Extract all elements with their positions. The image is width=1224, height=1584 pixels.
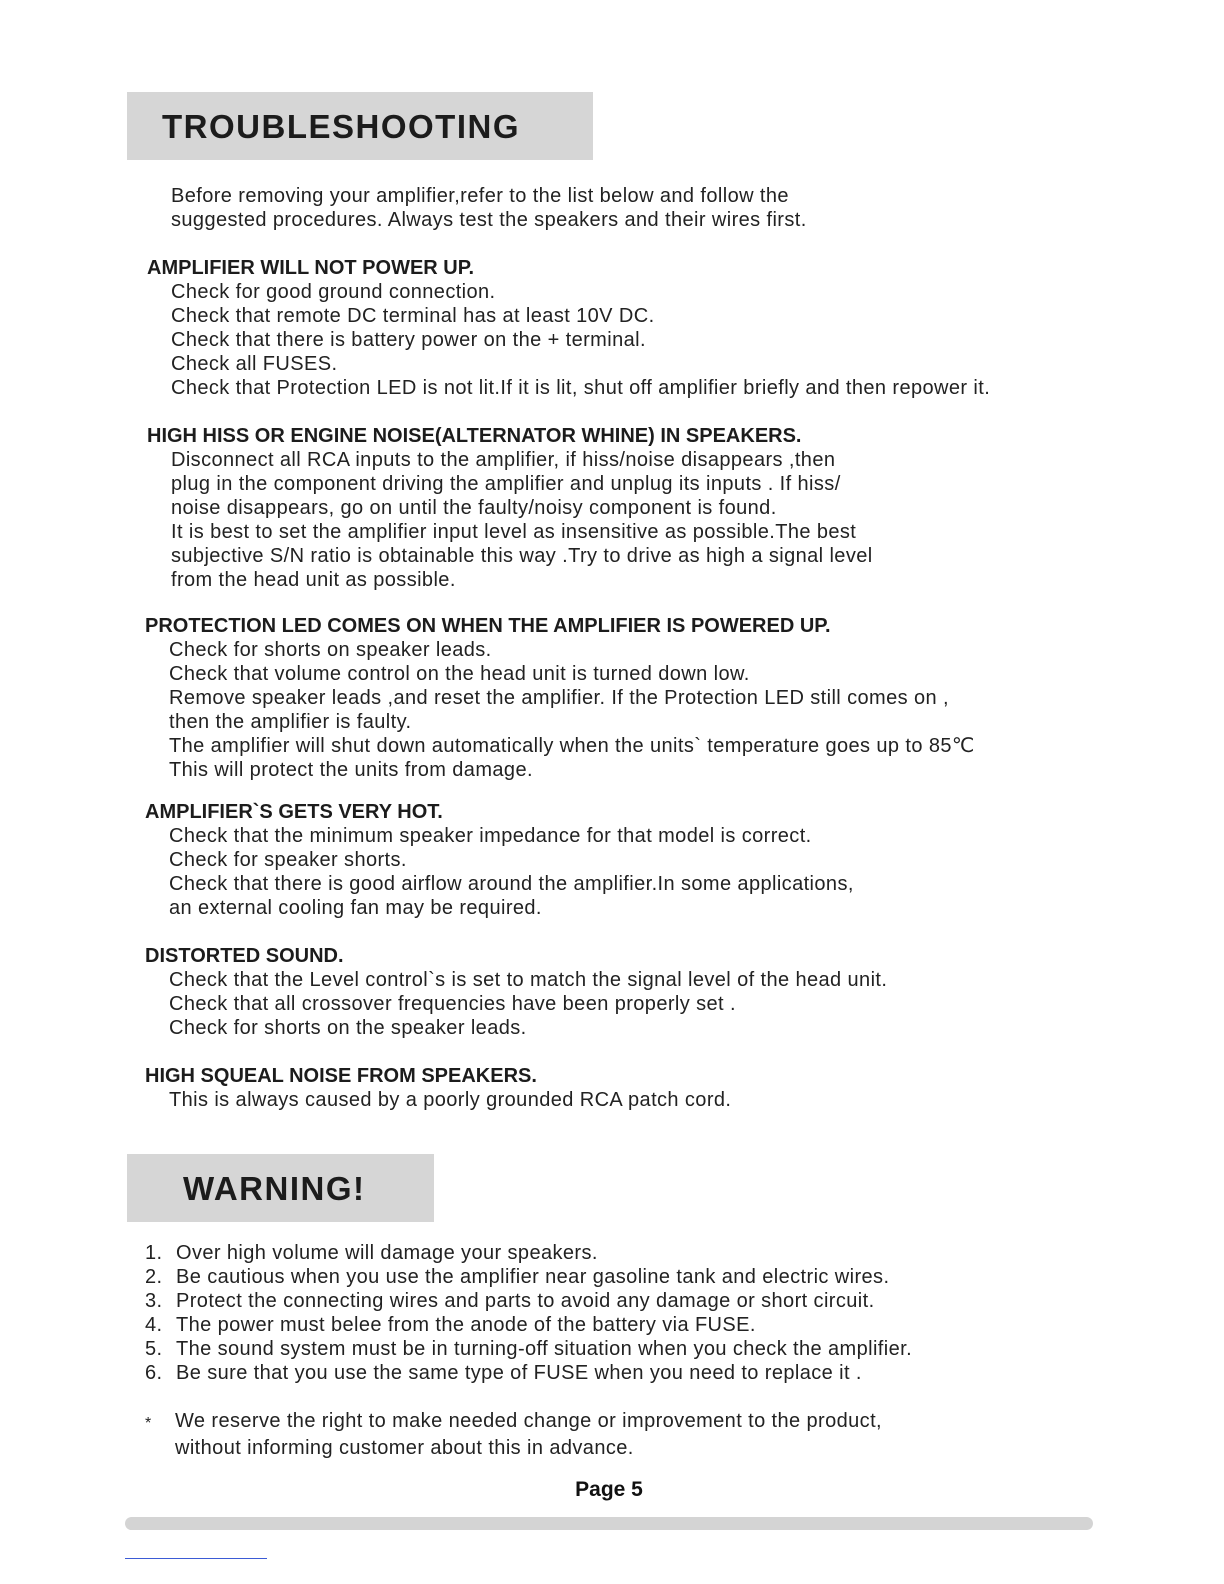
- section-line: Check that the Level control`s is set to match the signal level of the head unit.: [169, 969, 888, 991]
- section-line: Disconnect all RCA inputs to the amplifier, if hiss/noise disappears ,then: [171, 449, 836, 471]
- section-line: Check for speaker shorts.: [169, 849, 407, 871]
- section-heading: PROTECTION LED COMES ON WHEN THE AMPLIFIER IS POWERED UP.: [145, 615, 831, 637]
- troubleshooting-title: TROUBLESHOOTING: [162, 108, 520, 145]
- section-line: Check all FUSES.: [171, 353, 338, 375]
- warning-banner: [127, 1154, 434, 1222]
- disclaimer-note: [145, 1408, 882, 1462]
- intro-line: Before removing your amplifier,refer to the list below and follow the: [171, 185, 789, 207]
- section-heading: AMPLIFIER WILL NOT POWER UP.: [147, 257, 475, 279]
- warning-item: [145, 1361, 912, 1385]
- disclaimer-text: without informing customer about this in advance.: [175, 1437, 634, 1459]
- warning-item: [145, 1241, 912, 1265]
- section-line: plug in the component driving the amplifier and unplug its inputs . If hiss/: [171, 473, 841, 495]
- section-line: The amplifier will shut down automatically when the units` temperature goes up to 85℃: [169, 735, 975, 757]
- warning-item: [145, 1337, 912, 1361]
- warning-item-number: 4.: [145, 1314, 163, 1336]
- section-line: Check for shorts on speaker leads.: [169, 639, 492, 661]
- section-heading: HIGH SQUEAL NOISE FROM SPEAKERS.: [145, 1065, 537, 1087]
- warning-item: [145, 1289, 912, 1313]
- section-squeal-noise: [0, 1064, 1224, 1112]
- warning-item-text: The sound system must be in turning-off situation when you check the amplifier.: [176, 1338, 913, 1360]
- section-line: noise disappears, go on until the faulty/noisy component is found.: [171, 497, 777, 519]
- asterisk-icon: *: [145, 1415, 152, 1432]
- warning-item-number: 1.: [145, 1242, 163, 1264]
- section-line: Check for shorts on the speaker leads.: [169, 1017, 527, 1039]
- section-line: Check that Protection LED is not lit.If it is lit, shut off amplifier briefly and then repower it.: [171, 377, 991, 399]
- section-line: This will protect the units from damage.: [169, 759, 533, 781]
- warning-title: WARNING!: [183, 1170, 366, 1207]
- warning-item-text: Be sure that you use the same type of FUSE when you need to replace it .: [176, 1362, 862, 1384]
- disclaimer-text: We reserve the right to make needed change or improvement to the product,: [175, 1410, 882, 1432]
- section-line: Check that there is battery power on the + terminal.: [171, 329, 646, 351]
- warning-item-number: 5.: [145, 1338, 163, 1360]
- section-very-hot: [0, 800, 1224, 920]
- section-line: Check that there is good airflow around the amplifier.In some applications,: [169, 873, 854, 895]
- intro-paragraph: [0, 184, 1224, 232]
- section-line: Check that volume control on the head unit is turned down low.: [169, 663, 750, 685]
- footer-divider: [125, 1517, 1093, 1530]
- disclaimer-first-line: [145, 1408, 882, 1435]
- section-distorted-sound: [0, 944, 1224, 1040]
- section-line: an external cooling fan may be required.: [169, 897, 542, 919]
- section-line: then the amplifier is faulty.: [169, 711, 412, 733]
- section-heading: AMPLIFIER`S GETS VERY HOT.: [145, 801, 443, 823]
- intro-line: suggested procedures. Always test the speakers and their wires first.: [171, 209, 807, 231]
- warning-list: [145, 1241, 912, 1385]
- warning-item-text: Protect the connecting wires and parts to avoid any damage or short circuit.: [176, 1290, 875, 1312]
- warning-item: [145, 1313, 912, 1337]
- section-heading: DISTORTED SOUND.: [145, 945, 344, 967]
- section-line: from the head unit as possible.: [171, 569, 456, 591]
- warning-item-text: Over high volume will damage your speakers.: [176, 1242, 598, 1264]
- page-number: Page 5: [575, 1478, 643, 1501]
- section-line: This is always caused by a poorly grounded RCA patch cord.: [169, 1089, 732, 1111]
- section-line: Check that remote DC terminal has at least 10V DC.: [171, 305, 655, 327]
- warning-item-number: 2.: [145, 1266, 163, 1288]
- section-heading: HIGH HISS OR ENGINE NOISE(ALTERNATOR WHINE) IN SPEAKERS.: [147, 425, 802, 447]
- warning-item-text: The power must belee from the anode of the battery via FUSE.: [176, 1314, 756, 1336]
- warning-item: [145, 1265, 912, 1289]
- warning-item-number: 3.: [145, 1290, 163, 1312]
- section-line: Check that all crossover frequencies have been properly set .: [169, 993, 736, 1015]
- section-line: subjective S/N ratio is obtainable this way .Try to drive as high a signal level: [171, 545, 873, 567]
- section-line: Check for good ground connection.: [171, 281, 496, 303]
- section-no-power: [0, 256, 1224, 400]
- warning-item-number: 6.: [145, 1362, 163, 1384]
- section-line: It is best to set the amplifier input level as insensitive as possible.The best: [171, 521, 857, 543]
- section-protection-led: [0, 614, 1224, 782]
- section-line: Check that the minimum speaker impedance for that model is correct.: [169, 825, 812, 847]
- troubleshooting-banner: [127, 92, 593, 160]
- footer-rule: [125, 1558, 267, 1559]
- section-hiss-noise: [0, 424, 1224, 592]
- section-line: Remove speaker leads ,and reset the amplifier. If the Protection LED still comes on ,: [169, 687, 949, 709]
- warning-item-text: Be cautious when you use the amplifier near gasoline tank and electric wires.: [176, 1266, 890, 1288]
